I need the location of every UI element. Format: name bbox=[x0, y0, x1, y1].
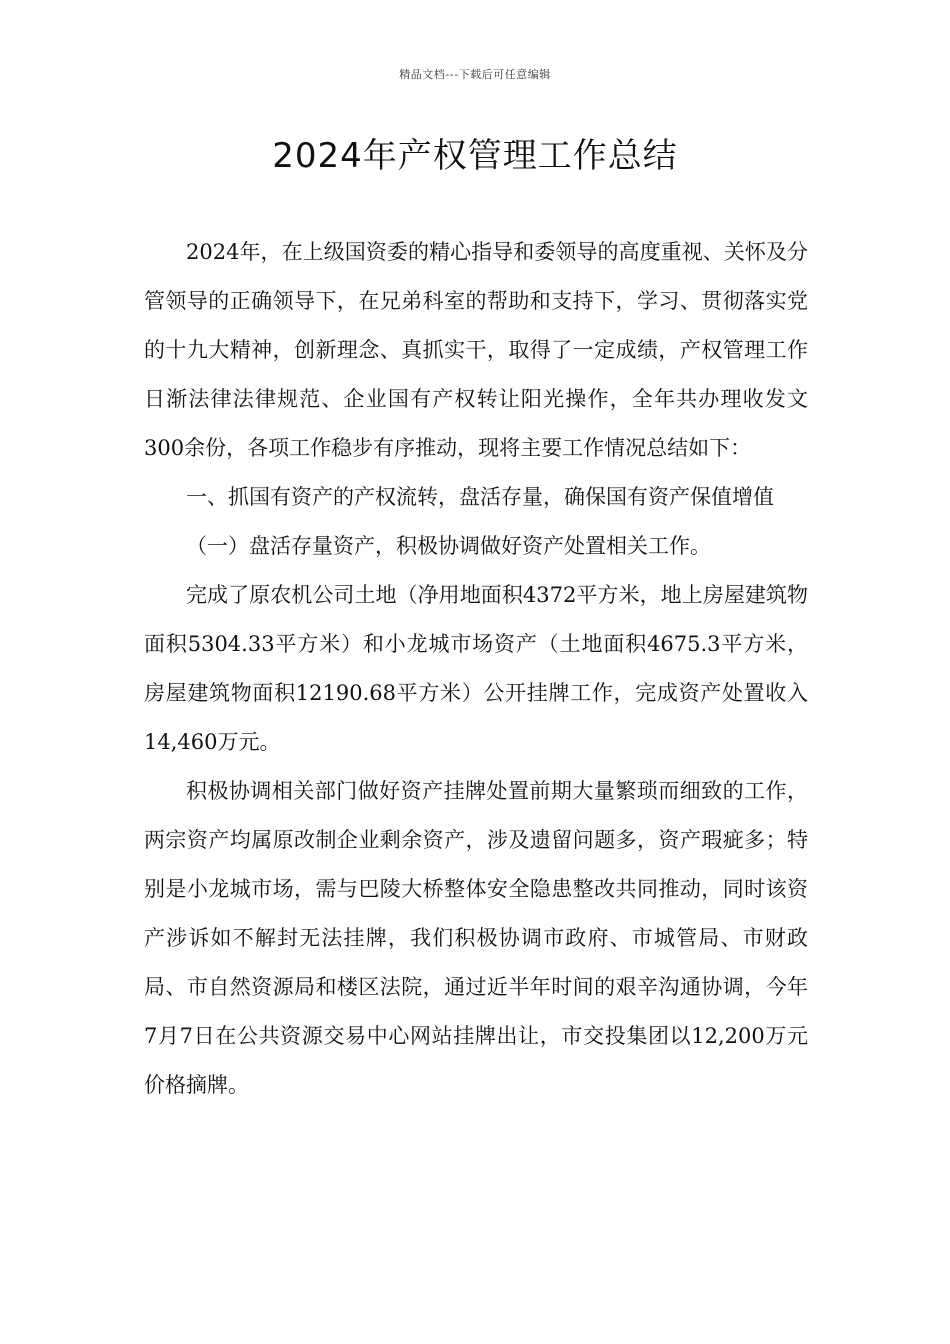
paragraph-coordination: 积极协调相关部门做好资产挂牌处置前期大量繁琐而细致的工作，两宗资产均属原改制企业剩余资产，涉及遗留问题多，资产瑕疵多；特别是小龙城市场，需与巴陵大桥整体安全隐患整改共同推动，同时该资产涉诉如不解封无法挂牌，我们积极协调市政府、市城管局、市财政局、市自然资源局和楼区法院，通过近半年时间的艰辛沟通协调，今年7月7日在公共资源交易中心网站挂牌出让，市交投集团以12,200万元价格摘牌。 bbox=[144, 779, 808, 1097]
subsection-heading-1: （一）盘活存量资产，积极协调做好资产处置相关工作。 bbox=[186, 534, 711, 558]
paragraph-intro: 2024年，在上级国资委的精心指导和委领导的高度重视、关怀及分管领导的正确领导下，在兄弟科室的帮助和支持下，学习、贯彻落实党的十九大精神，创新理念、真抓实干，取得了一定成绩，产权管理工作日渐法律法律规范、企业国有产权转让阳光操作，全年共办理收发文300余份，各项工作稳步有序推动，现将主要工作情况总结如下： bbox=[144, 240, 808, 460]
document-title: 2024年产权管理工作总结 bbox=[272, 136, 678, 176]
section-heading-1: 一、抓国有资产的产权流转，盘活存量，确保国有资产保值增值 bbox=[186, 485, 774, 509]
paragraph-asset-disposal: 完成了原农机公司土地（净用地面积4372平方米，地上房屋建筑物面积5304.33平方米）和小龙城市场资产（土地面积4675.3平方米，房屋建筑物面积12190.68平方米）公开挂牌工作，完成资产处置收入14,460万元。 bbox=[144, 583, 808, 754]
header-note: 精品文档---下载后可任意编辑 bbox=[399, 68, 551, 81]
document-body bbox=[144, 228, 808, 1110]
